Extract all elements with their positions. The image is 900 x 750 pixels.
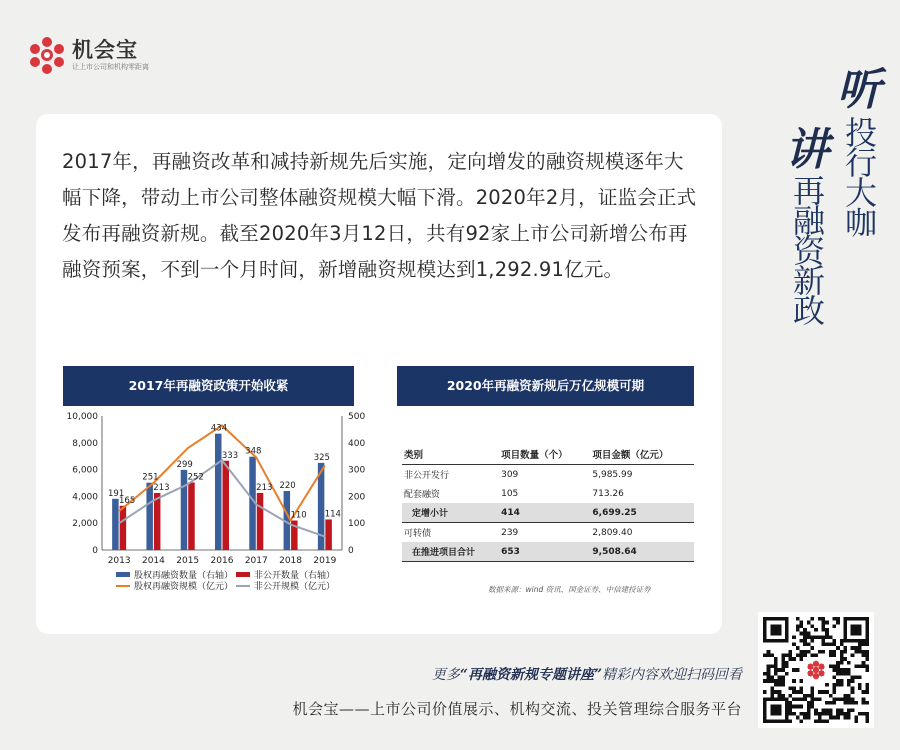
legend-label-private-count: 非公开数量（右轴） (254, 571, 336, 581)
x-tick-label: 2013 (107, 556, 131, 566)
financing-chart (58, 406, 370, 622)
footer-tagline: 机会宝——上市公司价值展示、机构交流、投关管理综合服务平台 (292, 700, 742, 718)
table-cell: 在推进项目合计 (402, 542, 499, 562)
data-label: 333 (221, 450, 239, 461)
y-right-tick-label: 200 (348, 492, 366, 503)
table-header-category: 类别 (402, 444, 499, 465)
qr-code[interactable] (758, 612, 874, 728)
y-right-tick-label: 300 (348, 465, 366, 476)
table-cell: 105 (501, 488, 519, 499)
legend-swatch-private-count (236, 572, 250, 577)
data-source-note: 数据来源：wind 资讯、国金证券、中信建投证券 (488, 585, 651, 594)
data-label: 191 (108, 488, 125, 499)
y-right-tick-label: 100 (348, 519, 366, 530)
table-cell: 定增小计 (402, 503, 499, 523)
table-cell: 713.26 (592, 488, 624, 499)
bar-equity-count (146, 483, 153, 550)
legend-label-equity-count: 股权再融资数量（右轴） (134, 571, 234, 581)
table-cell: 6,699.25 (590, 503, 694, 523)
data-label: 165 (119, 495, 136, 506)
data-label: 213 (256, 482, 273, 493)
y-left-tick-label: 6,000 (72, 465, 98, 476)
table-cell: 414 (499, 503, 590, 523)
chart-title: 2017年再融资政策开始收紧 (63, 366, 354, 406)
y-right-tick-label: 0 (348, 546, 354, 556)
data-label: 434 (210, 423, 228, 434)
data-label: 220 (279, 481, 296, 492)
table-header-amount: 项目金额（亿元） (590, 444, 694, 465)
data-label: 251 (142, 472, 159, 483)
brand-slogan: 让上市公司和机构零距离 (72, 63, 149, 71)
promo-highlight: “再融资新规专题讲座” (459, 667, 602, 683)
side-title (772, 66, 882, 356)
bar-private-count (223, 461, 230, 550)
legend-label-equity-size: 股权再融资规模（亿元） (134, 582, 234, 592)
promo-suffix: 精彩内容欢迎扫码回看 (602, 667, 742, 683)
content-card (36, 114, 722, 634)
flower-logo-icon (28, 36, 66, 74)
y-right-tick-label: 400 (348, 438, 366, 449)
table-cell: 可转债 (404, 529, 432, 539)
promo-text (432, 664, 742, 684)
table-row (402, 523, 694, 543)
data-label: 110 (290, 510, 307, 521)
y-left-tick-label: 8,000 (72, 438, 98, 449)
y-left-tick-label: 2,000 (72, 519, 98, 530)
intro-paragraph: 2017年，再融资改革和减持新规先后实施，定向增发的融资规模逐年大幅下降，带动上市公司整体融资规模大幅下滑。2020年2月，证监会正式发布再融资新规。截至2020年3月12日，共有92家上市公司新增公布再融资预案，不到一个月时间，新增融资规模达到1,292.91亿元。 (62, 150, 697, 281)
bar-equity-count (181, 470, 188, 550)
table-row (402, 542, 694, 562)
table-cell: 2,809.40 (592, 527, 633, 538)
bar-private-count (325, 519, 332, 550)
x-tick-label: 2017 (244, 556, 268, 566)
y-left-tick-label: 4,000 (72, 492, 98, 503)
promo-prefix: 更多 (431, 667, 460, 683)
brand-logo (28, 36, 149, 74)
table-cell: 239 (501, 527, 519, 538)
x-tick-label: 2018 (279, 556, 303, 566)
table-cell: 309 (501, 469, 519, 480)
table-cell: 5,985.99 (592, 469, 633, 480)
table-row (402, 503, 694, 523)
financing-table (402, 444, 694, 562)
data-label: 348 (245, 446, 262, 457)
bar-private-count (154, 493, 161, 550)
legend-swatch-equity-count (116, 572, 130, 577)
bar-equity-count (215, 434, 222, 550)
data-label: 114 (324, 509, 341, 520)
side-title-line-1: 投行大咖 (840, 116, 878, 236)
table-cell: 配套融资 (404, 490, 441, 500)
table-cell: 非公开发行 (404, 471, 450, 481)
bar-private-count (188, 482, 195, 550)
legend-label-private-size: 非公开规模（亿元） (254, 582, 336, 592)
table-header-count: 项目数量（个） (499, 444, 590, 465)
bar-equity-count (112, 499, 119, 550)
table-cell: 9,508.64 (590, 542, 694, 562)
x-tick-label: 2016 (210, 556, 234, 566)
data-label: 299 (176, 459, 193, 470)
x-tick-label: 2019 (313, 556, 337, 566)
y-right-tick-label: 500 (348, 412, 366, 422)
side-title-line-2: 再融资新政 (788, 174, 826, 324)
y-left-tick-label: 10,000 (66, 412, 98, 422)
data-label: 325 (313, 452, 330, 463)
bar-private-count (120, 506, 127, 550)
data-label: 252 (187, 472, 204, 483)
table-row (402, 484, 694, 503)
table-row (402, 465, 694, 485)
qr-code-icon (763, 617, 869, 723)
side-title-char-2: 讲 (777, 126, 828, 170)
side-title-char-1: 听 (829, 66, 880, 110)
table-cell: 653 (499, 542, 590, 562)
table-title: 2020年再融资新规后万亿规模可期 (397, 366, 694, 406)
y-left-tick-label: 0 (92, 546, 98, 556)
brand-name: 机会宝 (72, 38, 138, 62)
bar-private-count (257, 493, 264, 550)
data-label: 213 (153, 482, 170, 493)
x-tick-label: 2014 (141, 556, 165, 566)
x-tick-label: 2015 (176, 556, 200, 566)
